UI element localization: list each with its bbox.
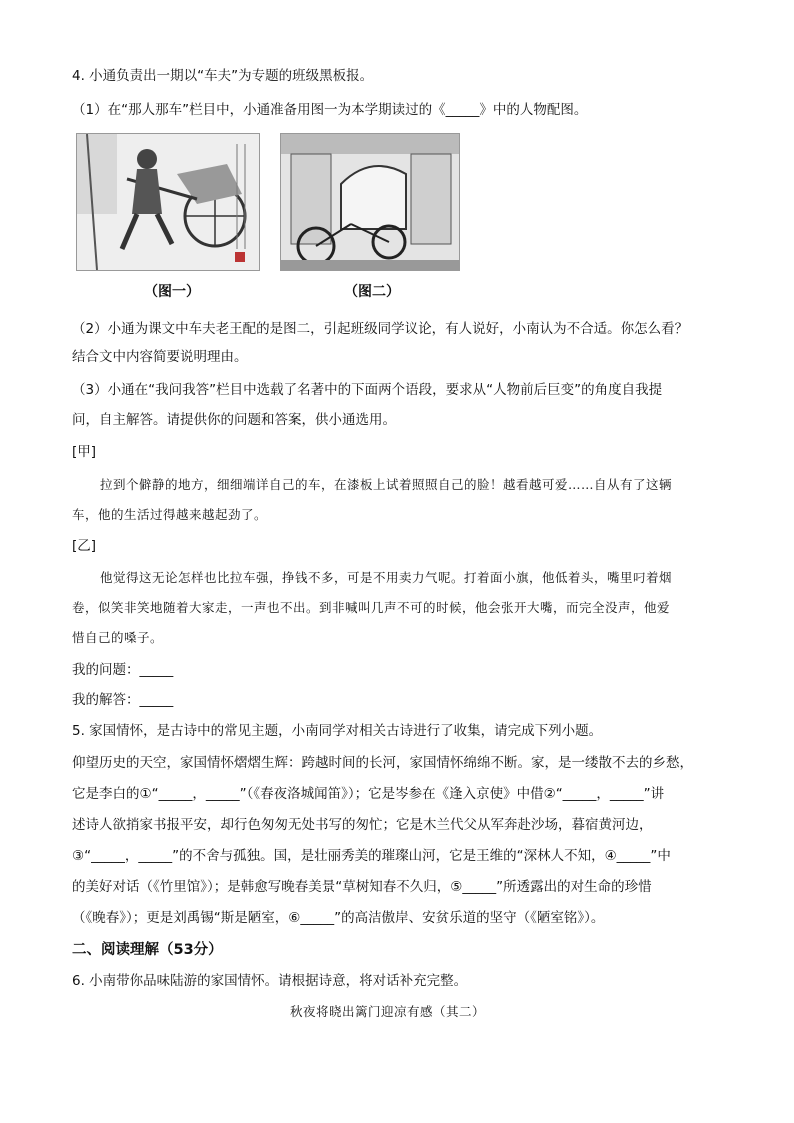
- q5-line5: 的美好对话（《竹里馆》）；是韩愈写晚春美景“草树知春不久归，⑤_____”所透露出的对生命的珍惜: [72, 879, 652, 895]
- q5-line1: 仰望历史的天空，家国情怀熠熠生辉：跨越时间的长河，家国情怀绵绵不断。家，是一缕散不去的乡愁，: [72, 755, 693, 771]
- section-2-heading: 二、阅读理解（53分）: [72, 942, 223, 958]
- excerpt-jia-line2: 车，他的生活过得越来越起劲了。: [72, 507, 268, 522]
- figure-1-image: [76, 133, 260, 271]
- q4-part2-line2: 结合文中内容简要说明理由。: [72, 349, 248, 365]
- excerpt-yi-line2: 卷，似笑非笑地随着大家走，一声也不出。到非喊叫几声不可的时候，他会张开大嘴，而完全没声，他爱: [72, 600, 671, 615]
- my-answer: 我的解答：_____: [72, 692, 174, 708]
- q4-part1: （1）在“那人那车”栏目中，小通准备用图一为本学期读过的《_____》中的人物配图。: [72, 102, 588, 118]
- excerpt-jia-line1: 拉到个僻静的地方，细细端详自己的车，在漆板上试着照照自己的脸！越看越可爱……自从有了这辆: [100, 477, 673, 492]
- q5-line3: 述诗人欲捎家书报平安，却行色匆匆无处书写的匆忙；它是木兰代父从军奔赴沙场，暮宿黄河边，: [72, 817, 653, 833]
- my-question: 我的问题：_____: [72, 662, 174, 678]
- q5-title: 5. 家国情怀，是古诗中的常见主题，小南同学对相关古诗进行了收集，请完成下列小题。: [72, 723, 603, 739]
- poem-title: 秋夜将晓出篱门迎凉有感（其二）: [290, 1004, 486, 1019]
- q4-part3-line1: （3）小通在“我问我答”栏目中选载了名著中的下面两个语段，要求从“人物前后巨变”的角度自我提: [72, 382, 663, 398]
- figure-2-caption: （图二）: [344, 284, 400, 300]
- excerpt-yi-line3: 惜自己的嗓子。: [72, 630, 164, 645]
- excerpt-jia-label: [甲]: [72, 444, 97, 460]
- figure-1-caption: （图一）: [144, 284, 200, 300]
- q4-title: 4. 小通负责出一期以“车夫”为专题的班级黑板报。: [72, 68, 374, 84]
- figure-2-image: [280, 133, 460, 271]
- excerpt-yi-label: [乙]: [72, 538, 97, 554]
- q5-line4: ③“_____，_____”的不舍与孤独。国，是壮丽秀美的璀璨山河，它是王维的“深林人不知，④_____”中: [72, 848, 671, 864]
- excerpt-yi-line1: 他觉得这无论怎样也比拉车强，挣钱不多，可是不用卖力气呢。打着面小旗，他低着头，嘴里叼着烟: [100, 570, 673, 585]
- q6-title: 6. 小南带你品味陆游的家国情怀。请根据诗意，将对话补充完整。: [72, 973, 468, 989]
- q5-line2: 它是李白的①“_____，_____”（《春夜洛城闻笛》）；它是岑参在《逢入京使》中借②“_____，_____”讲: [72, 786, 665, 802]
- q5-line6: （《晚春》）；更是刘禹锡“斯是陋室，⑥_____”的高洁傲岸、安贫乐道的坚守（《陋室铭》）。: [72, 910, 605, 926]
- q4-part2-line1: （2）小通为课文中车夫老王配的是图二，引起班级同学议论，有人说好，小南认为不合适。你怎么看？: [72, 321, 689, 337]
- q4-part3-line2: 问，自主解答。请提供你的问题和答案，供小通选用。: [72, 412, 396, 428]
